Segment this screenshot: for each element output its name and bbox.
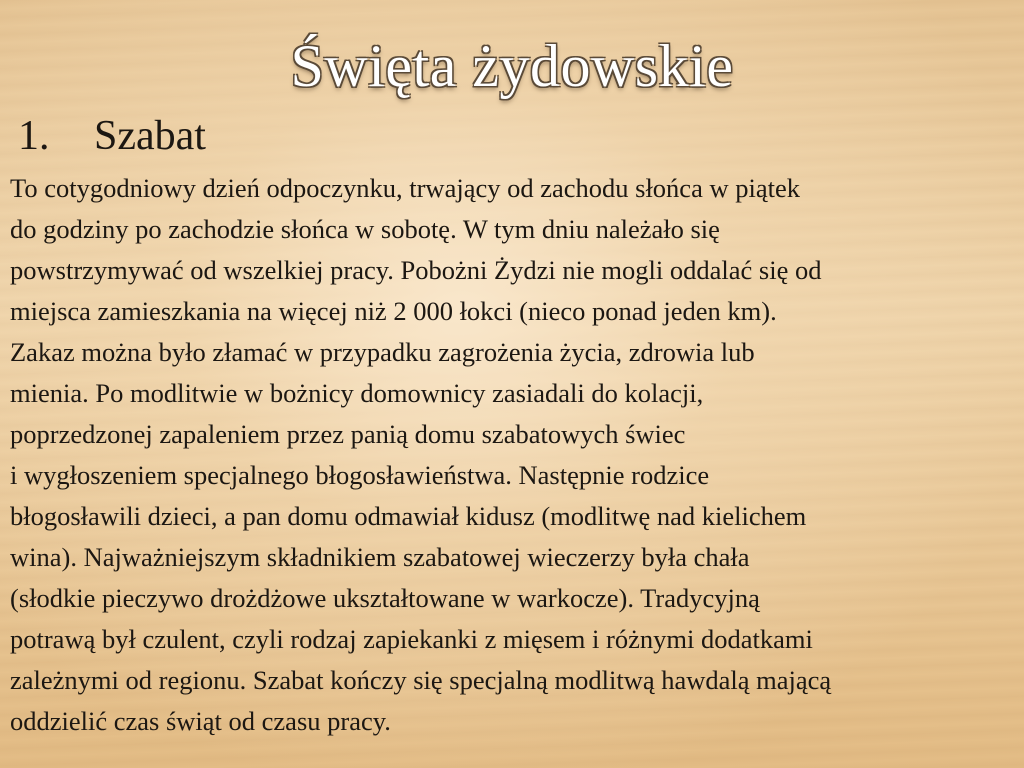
- list-item-number: 1.: [18, 113, 50, 159]
- body-line: i wygłoszeniem specjalnego błogosławieństwa. Następnie rodzice: [10, 460, 710, 490]
- body-paragraph: [10, 168, 1016, 742]
- body-line: wina). Najważniejszym składnikiem szabatowej wieczerzy była chała: [10, 542, 750, 572]
- body-line: poprzedzonej zapaleniem przez panią domu szabatowych świec: [10, 419, 686, 449]
- body-line: powstrzymywać od wszelkiej pracy. Pobożni Żydzi nie mogli oddalać się od: [10, 255, 822, 285]
- list-item-heading: [18, 110, 206, 162]
- list-item-label: Szabat: [94, 113, 206, 159]
- body-line: miejsca zamieszkania na więcej niż 2 000 łokci (nieco ponad jeden km).: [10, 296, 777, 326]
- body-line: błogosławili dzieci, a pan domu odmawiał kidusz (modlitwę nad kielichem: [10, 501, 807, 531]
- body-line: do godziny po zachodzie słońca w sobotę. W tym dniu należało się: [10, 214, 720, 244]
- body-line: oddzielić czas świąt od czasu pracy.: [10, 706, 391, 736]
- body-line: Zakaz można było złamać w przypadku zagrożenia życia, zdrowia lub: [10, 337, 755, 367]
- body-line: zależnymi od regionu. Szabat kończy się specjalną modlitwą hawdalą mającą: [10, 665, 832, 695]
- body-line: mienia. Po modlitwie w bożnicy domownicy zasiadali do kolacji,: [10, 378, 704, 408]
- body-line: (słodkie pieczywo drożdżowe ukształtowane w warkocze). Tradycyjną: [10, 583, 760, 613]
- body-line: To cotygodniowy dzień odpoczynku, trwający od zachodu słońca w piątek: [10, 173, 800, 203]
- slide-title: Święta żydowskie: [290, 33, 734, 99]
- body-line: potrawą był czulent, czyli rodzaj zapiekanki z mięsem i różnymi dodatkami: [10, 624, 813, 654]
